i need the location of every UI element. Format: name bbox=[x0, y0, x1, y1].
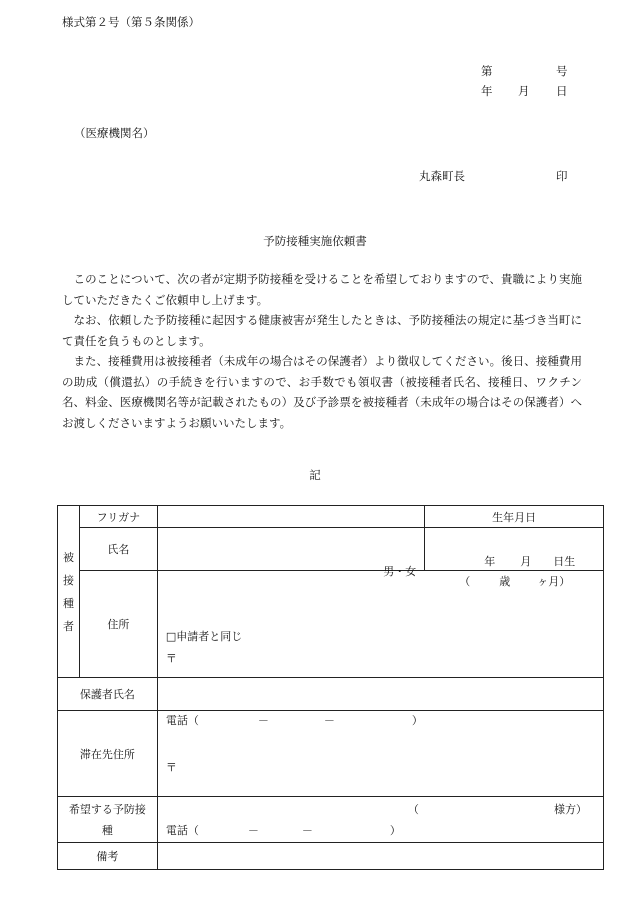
remarks-label: 備考 bbox=[58, 843, 158, 870]
stay-address-field[interactable]: 〒 （ 様方） 電話（ － － ） bbox=[157, 711, 603, 797]
subject-label: 被 接 種 者 bbox=[62, 550, 74, 633]
address-label: 住所 bbox=[79, 571, 157, 678]
furigana-field[interactable] bbox=[157, 506, 424, 528]
recipient-medical-institution: （医療機関名） bbox=[74, 126, 155, 140]
recipient-info-table bbox=[57, 505, 604, 870]
sama-kata-label: 様方） bbox=[554, 802, 587, 816]
postal-mark: 〒 bbox=[165, 760, 177, 774]
phone-label: 電話（ bbox=[165, 823, 199, 837]
desired-vaccine-field[interactable] bbox=[157, 797, 603, 843]
birthdate-field[interactable]: 年 月 日生 （ 歳 ヶ月） bbox=[425, 528, 604, 571]
form-number: 様式第２号（第５条関係） bbox=[62, 15, 200, 29]
ki-heading: 記 bbox=[309, 468, 321, 482]
sex-selector[interactable]: 男・女 bbox=[383, 565, 417, 578]
paragraph-fees: また、接種費用は被接種者（未成年の場合はその保護者）より徴収してください。後日、接種費用の助成（償還払）の手続きを行いますので、お手数でも領収書（被接種者氏名、接種日、ワクチン名、料金、医療機関名等が記載されたもの）及び予診票を被接種者（未成年の場合はその保護者）へお渡しくださいますようお願いいたします。 bbox=[62, 354, 582, 430]
guardian-name-label: 保護者氏名 bbox=[58, 678, 158, 711]
name-label: 氏名 bbox=[79, 528, 157, 571]
document-title: 予防接種実施依頼書 bbox=[263, 234, 367, 248]
address-field[interactable]: □申請者と同じ 〒 電話（ － － ） bbox=[157, 571, 603, 678]
same-as-applicant-checkbox[interactable]: □申請者と同じ bbox=[165, 630, 243, 643]
date-day: 日 bbox=[556, 84, 568, 98]
doc-number-prefix: 第 bbox=[481, 64, 493, 78]
phone-label: 電話（ bbox=[165, 714, 199, 727]
guardian-name-field[interactable] bbox=[157, 678, 603, 711]
desired-vaccine-label: 希望する予防接 種 bbox=[58, 797, 158, 843]
paragraph-request: このことについて、次の者が定期予防接種を受けることを希望しておりますので、貴職により実施していただきたくご依頼申し上げます。 bbox=[62, 272, 582, 307]
date-year: 年 bbox=[481, 84, 493, 98]
birthdate-header: 生年月日 bbox=[425, 506, 604, 528]
name-field[interactable] bbox=[157, 528, 424, 578]
furigana-label: フリガナ bbox=[79, 506, 157, 528]
subject-label-cell bbox=[58, 506, 80, 678]
remarks-field[interactable] bbox=[157, 843, 603, 870]
seal-mark: 印 bbox=[556, 169, 568, 183]
stay-address-label: 滞在先住所 bbox=[58, 711, 158, 797]
postal-mark: 〒 bbox=[165, 652, 177, 665]
date-month: 月 bbox=[518, 84, 530, 98]
body-text bbox=[62, 269, 582, 433]
doc-number-suffix: 号 bbox=[556, 64, 568, 78]
paragraph-liability: なお、依頼した予防接種に起因する健康被害が発生したときは、予防接種法の規定に基づき当町にて責任を負うものとします。 bbox=[62, 313, 582, 348]
sender-mayor: 丸森町長 bbox=[419, 169, 465, 183]
